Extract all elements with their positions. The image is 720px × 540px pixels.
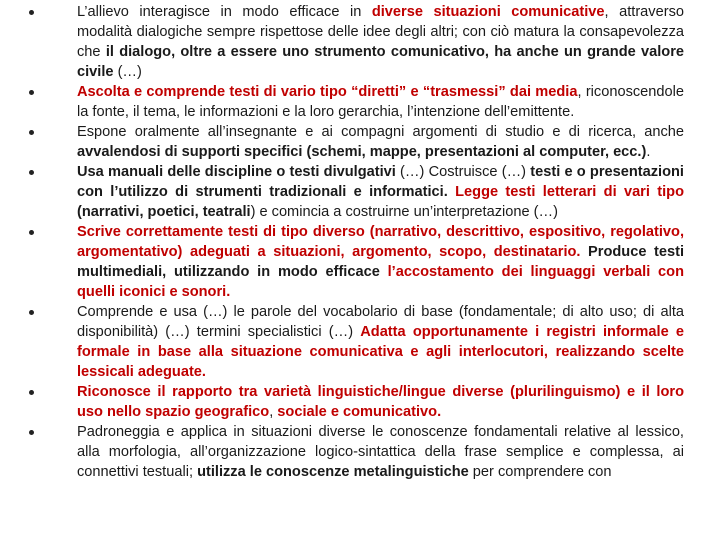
item-text	[77, 302, 684, 382]
bullet-icon	[29, 170, 34, 175]
text-run: utilizza le conoscenze metalinguistiche	[197, 464, 469, 480]
text-run: ) e comincia a costruirne un’interpretazione (…)	[250, 204, 558, 220]
text-run: sociale e comunicativo.	[277, 404, 442, 420]
text-run: , riconoscendole la fonte, il tema, le informazioni e la loro gerarchia, l’intenzione dell’emittente.	[77, 84, 684, 120]
item-text	[77, 382, 684, 422]
text-run: Adatta opportunamente i registri informale e formale in base alla situazione comunicativa e agli interlocutori, realizzando scelte lessicali adeguate.	[77, 324, 684, 380]
bullet-list	[0, 2, 720, 482]
item-text	[77, 82, 684, 122]
text-run: Espone oralmente all’insegnante e ai compagni argomenti di studio e di ricerca, anche	[77, 124, 684, 140]
text-run: avvalendosi di supporti specifici (schemi, mappe, presentazioni al computer, ecc.)	[77, 144, 647, 160]
list-item	[0, 162, 720, 222]
bullet-icon	[29, 390, 34, 395]
text-run: (…) Costruisce (…)	[395, 164, 531, 180]
text-run: per comprendere con	[468, 464, 612, 480]
list-item	[0, 222, 720, 302]
text-run: Usa manuali delle discipline o testi divulgativi	[77, 164, 396, 180]
list-item	[0, 2, 720, 82]
list-item	[0, 82, 720, 122]
text-run: , attraverso modalità dialogiche sempre rispettose delle idee degli altri; con ciò matura la consapevolezza che	[77, 4, 684, 60]
bullet-icon	[29, 310, 34, 315]
item-text	[77, 222, 684, 302]
item-text	[77, 422, 684, 482]
text-run	[580, 244, 588, 260]
list-item	[0, 302, 720, 382]
list-item	[0, 382, 720, 422]
text-run	[380, 264, 388, 280]
item-text	[77, 162, 684, 222]
text-run: il dialogo, oltre a essere uno strumento comunicativo, ha anche un grande valore civile	[77, 44, 684, 80]
list-item	[0, 422, 720, 482]
text-run: Riconosce il rapporto tra varietà linguistiche/lingue diverse (plurilinguismo) e il loro uso nello spazio geografico	[77, 384, 684, 420]
text-run: Produce testi multimediali, utilizzando in modo efficace	[77, 244, 684, 280]
text-run: diverse situazioni comunicative	[371, 4, 605, 20]
text-run: l’accostamento dei linguaggi verbali con quelli iconici e sonori.	[77, 264, 684, 300]
text-run: (narrativi, poetici, teatrali	[77, 204, 251, 220]
item-text	[77, 122, 684, 162]
text-run: (…)	[113, 64, 142, 80]
text-run: testi e o presentazioni con l’utilizzo di strumenti tradizionali e informatici.	[77, 164, 684, 200]
text-run: .	[646, 144, 651, 160]
text-run: L’allievo interagisce in modo efficace in	[77, 4, 372, 20]
text-run: Scrive correttamente testi di tipo diverso (narrativo, descrittivo, espositivo, regolativo, argomentativo) adeguati a situazioni, argomento, scopo, destinatario.	[77, 224, 684, 260]
bullet-icon	[29, 130, 34, 135]
bullet-icon	[29, 230, 34, 235]
bullet-icon	[29, 430, 34, 435]
bullet-icon	[29, 90, 34, 95]
bullet-icon	[29, 10, 34, 15]
text-run: ,	[269, 404, 278, 420]
text-run: Padroneggia e applica in situazioni diverse le conoscenze fondamentali relative al lessico, alla morfologia, all’organizzazione logico-sintattica della frase semplice e complessa, ai connettivi testuali;	[77, 424, 684, 480]
text-run: Legge testi letterari di vari tipo	[455, 184, 684, 200]
item-text	[77, 2, 684, 82]
list-item	[0, 122, 720, 162]
text-run: Comprende e usa (…) le parole del vocabolario di base (fondamentale; di alto uso; di alta disponibilità) (…) termini specialistici (…)	[77, 304, 684, 340]
text-run: Ascolta e comprende testi di vario tipo “diretti” e “trasmessi” dai media	[77, 84, 578, 100]
